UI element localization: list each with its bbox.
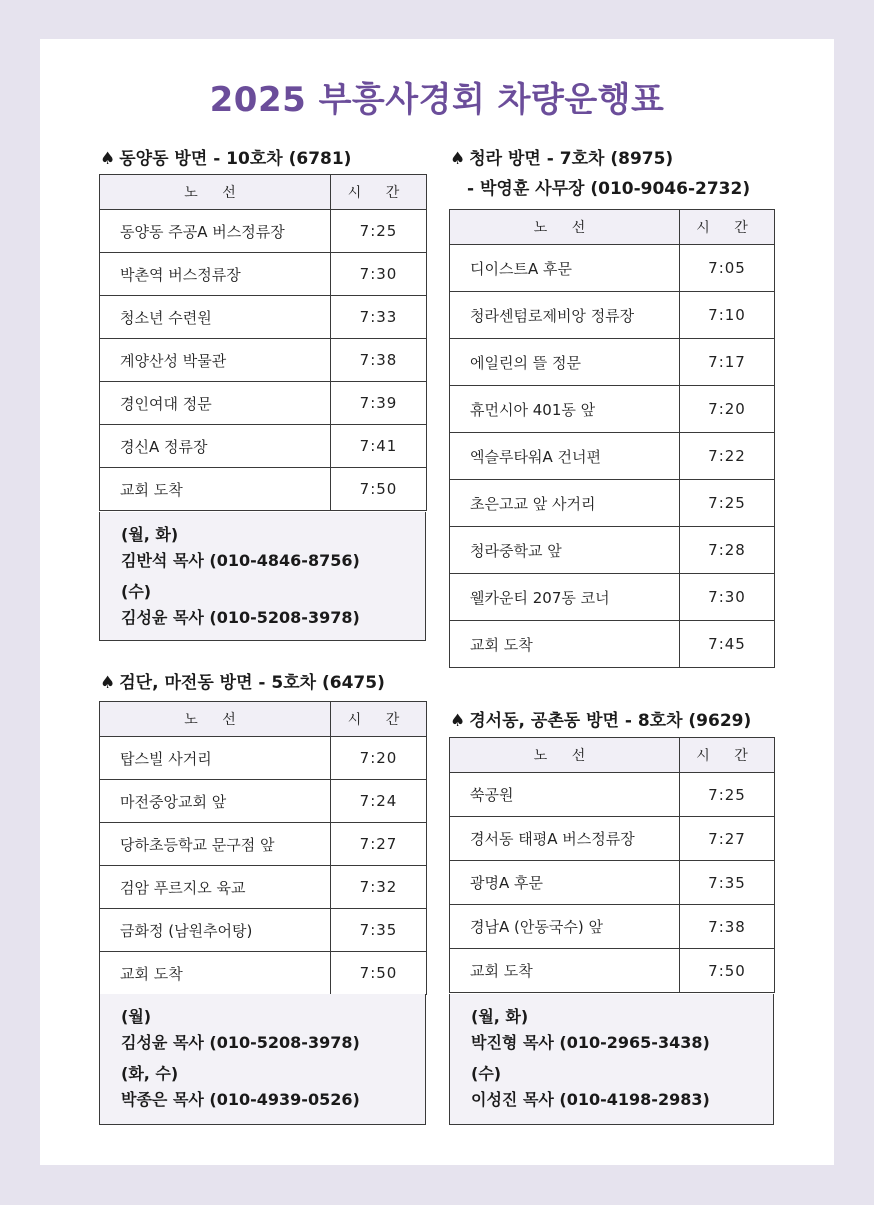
table-row	[100, 253, 427, 296]
stop-time: 7:20	[680, 386, 775, 433]
stop-name: 엑슬루타워A 건너편	[450, 433, 680, 480]
contact-person: 김성윤 목사 (010-5208-3978)	[121, 608, 360, 627]
stop-time: 7:30	[331, 253, 427, 296]
stop-name: 계양산성 박물관	[100, 339, 331, 382]
stop-time: 7:20	[331, 737, 427, 780]
contact-person: 박종은 목사 (010-4939-0526)	[121, 1090, 360, 1109]
stop-name: 탑스빌 사거리	[100, 737, 331, 780]
stop-time: 7:38	[331, 339, 427, 382]
stop-time: 7:45	[680, 621, 775, 668]
stop-time: 7:50	[331, 952, 427, 995]
table-header-row	[450, 210, 775, 245]
table-row	[100, 339, 427, 382]
column-header-route: 노 선	[450, 210, 680, 245]
table-row	[100, 866, 427, 909]
stop-name: 금화정 (남원추어탕)	[100, 909, 331, 952]
stop-time: 7:41	[331, 425, 427, 468]
table-row	[100, 909, 427, 952]
stop-time: 7:50	[331, 468, 427, 511]
contact-box-geomdan	[99, 994, 426, 1125]
table-row	[450, 245, 775, 292]
table-row	[450, 861, 775, 905]
contact-box-gyeongseo	[449, 994, 774, 1125]
stop-name: 박촌역 버스정류장	[100, 253, 331, 296]
stop-time: 7:25	[331, 210, 427, 253]
table-row	[450, 339, 775, 386]
stop-time: 7:25	[680, 480, 775, 527]
stop-name: 에일린의 뜰 정문	[450, 339, 680, 386]
section-subheading-cheongna: - 박영훈 사무장 (010-9046-2732)	[467, 179, 751, 199]
route-table-geomdan	[99, 701, 427, 995]
section-heading-geomdan: ♠ 검단, 마전동 방면 - 5호차 (6475)	[100, 673, 385, 693]
table-row	[450, 773, 775, 817]
table-row	[100, 468, 427, 511]
section-heading-dongyang: ♠ 동양동 방면 - 10호차 (6781)	[100, 149, 352, 169]
stop-time: 7:22	[680, 433, 775, 480]
stop-time: 7:38	[680, 905, 775, 949]
column-header-time: 시 간	[680, 738, 775, 773]
contact-day: (수)	[471, 1064, 502, 1083]
table-row	[100, 382, 427, 425]
column-header-time: 시 간	[331, 702, 427, 737]
contact-person: 박진형 목사 (010-2965-3438)	[471, 1033, 710, 1052]
stop-time: 7:32	[331, 866, 427, 909]
contact-box-dongyang	[99, 512, 426, 641]
stop-time: 7:30	[680, 574, 775, 621]
spade-icon: ♠	[100, 149, 116, 169]
stop-name: 교회 도착	[100, 468, 331, 511]
stop-name: 경남A (안동국수) 앞	[450, 905, 680, 949]
section-heading-cheongna: ♠ 청라 방면 - 7호차 (8975)	[450, 149, 674, 169]
stop-time: 7:50	[680, 949, 775, 993]
contact-day: (수)	[121, 582, 152, 601]
stop-name: 마전중앙교회 앞	[100, 780, 331, 823]
stop-time: 7:27	[331, 823, 427, 866]
contact-day: (월)	[121, 1007, 152, 1026]
table-header-row	[100, 702, 427, 737]
contact-day: (월, 화)	[471, 1007, 529, 1026]
table-row	[450, 949, 775, 993]
stop-time: 7:35	[680, 861, 775, 905]
table-row	[450, 386, 775, 433]
table-row	[100, 823, 427, 866]
stop-name: 청라센텀로제비앙 정류장	[450, 292, 680, 339]
section-heading-gyeongseo: ♠ 경서동, 공촌동 방면 - 8호차 (9629)	[450, 711, 752, 731]
stop-name: 동양동 주공A 버스정류장	[100, 210, 331, 253]
column-header-route: 노 선	[100, 702, 331, 737]
table-row	[450, 621, 775, 668]
stop-time: 7:35	[331, 909, 427, 952]
spade-icon: ♠	[450, 711, 466, 731]
column-header-time: 시 간	[331, 175, 427, 210]
column-header-time: 시 간	[680, 210, 775, 245]
contact-person: 김성윤 목사 (010-5208-3978)	[121, 1033, 360, 1052]
spade-icon: ♠	[450, 149, 466, 169]
stop-name: 경신A 정류장	[100, 425, 331, 468]
contact-day: (월, 화)	[121, 525, 179, 544]
stop-name: 웰카운티 207동 코너	[450, 574, 680, 621]
contact-person: 김반석 목사 (010-4846-8756)	[121, 551, 360, 570]
table-row	[100, 952, 427, 995]
stop-name: 디이스트A 후문	[450, 245, 680, 292]
table-row	[450, 292, 775, 339]
route-table-cheongna	[449, 209, 775, 668]
stop-name: 초은고교 앞 사거리	[450, 480, 680, 527]
stop-name: 청소년 수련원	[100, 296, 331, 339]
table-header-row	[450, 738, 775, 773]
stop-name: 교회 도착	[450, 949, 680, 993]
stop-time: 7:17	[680, 339, 775, 386]
stop-time: 7:33	[331, 296, 427, 339]
table-row	[100, 425, 427, 468]
contact-person: 이성진 목사 (010-4198-2983)	[471, 1090, 710, 1109]
route-table-dongyang	[99, 174, 427, 511]
table-row	[450, 480, 775, 527]
column-header-route: 노 선	[450, 738, 680, 773]
stop-name: 교회 도착	[450, 621, 680, 668]
stop-name: 청라중학교 앞	[450, 527, 680, 574]
stop-name: 경인여대 정문	[100, 382, 331, 425]
table-row	[100, 737, 427, 780]
stop-time: 7:24	[331, 780, 427, 823]
spade-icon: ♠	[100, 673, 116, 693]
table-row	[450, 574, 775, 621]
stop-name: 휴먼시아 401동 앞	[450, 386, 680, 433]
stop-name: 광명A 후문	[450, 861, 680, 905]
stop-time: 7:39	[331, 382, 427, 425]
stop-time: 7:28	[680, 527, 775, 574]
table-row	[450, 817, 775, 861]
table-row	[100, 296, 427, 339]
stop-name: 쑥공원	[450, 773, 680, 817]
table-row	[450, 527, 775, 574]
column-header-route: 노 선	[100, 175, 331, 210]
contact-day: (화, 수)	[121, 1064, 179, 1083]
table-row	[450, 905, 775, 949]
table-row	[450, 433, 775, 480]
route-table-gyeongseo	[449, 737, 775, 993]
table-header-row	[100, 175, 427, 210]
stop-time: 7:27	[680, 817, 775, 861]
stop-name: 경서동 태평A 버스정류장	[450, 817, 680, 861]
stop-time: 7:10	[680, 292, 775, 339]
stop-name: 검암 푸르지오 육교	[100, 866, 331, 909]
table-row	[100, 780, 427, 823]
stop-time: 7:25	[680, 773, 775, 817]
stop-time: 7:05	[680, 245, 775, 292]
page-title: 2025 부흥사경회 차량운행표	[209, 80, 665, 120]
stop-name: 교회 도착	[100, 952, 331, 995]
table-row	[100, 210, 427, 253]
stop-name: 당하초등학교 문구점 앞	[100, 823, 331, 866]
